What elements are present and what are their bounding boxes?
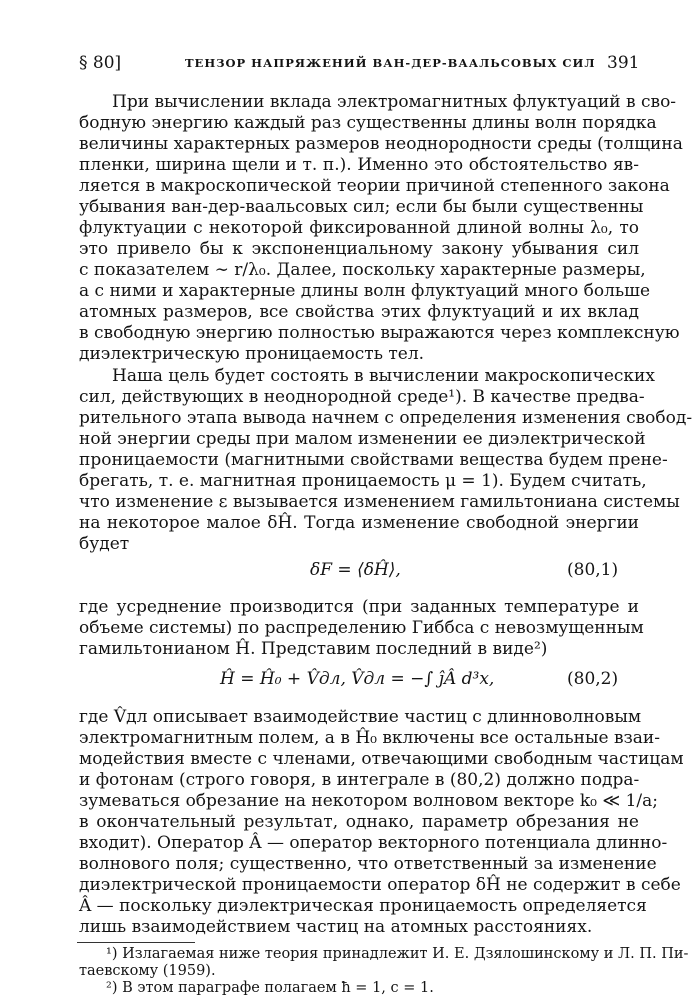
text-line: с показателем ∼ r/λ₀. Далее, поскольку характерные размеры,: [79, 260, 646, 280]
text-line: на некоторое малое δĤ. Тогда изменение свободной энергии: [79, 513, 639, 533]
text-line: в окончательный результат, однако, параметр обрезания не: [79, 812, 639, 832]
text-line: величины характерных размеров неоднородности среды (толщина: [79, 134, 683, 154]
text-line: это привело бы к экспоненциальному закону убывания сил: [79, 239, 639, 259]
text-line: проницаемости (магнитными свойствами вещества будем прене-: [79, 450, 668, 470]
text-line: будет: [79, 534, 130, 554]
equation-80-2: Ĥ = Ĥ₀ + V̂дл, V̂дл = −∫ ĵÂ d³x,: [220, 669, 495, 689]
text-line: рительного этапа вывода начнем с определения изменения свобод-: [79, 408, 693, 428]
footnote-1: ¹) Излагаемая ниже теория принадлежит И. Е. Дзялошинскому и Л. П. Пи-: [106, 946, 689, 962]
text-line: электромагнитным полем, а в Ĥ₀ включены все остальные взаи-: [79, 728, 661, 748]
text-line: сил, действующих в неоднородной среде¹). В качестве предва-: [79, 387, 645, 407]
text-line: Наша цель будет состоять в вычислении макроскопических: [112, 366, 655, 386]
running-title: ТЕНЗОР НАПРЯЖЕНИЙ ВАН-ДЕР-ВААЛЬСОВЫХ СИЛ: [185, 56, 596, 70]
text-line: модействия вместе с членами, отвечающими свободным частицам: [79, 749, 684, 769]
text-line: гамильтонианом Ĥ. Представим последний в виде²): [79, 639, 548, 659]
text-line: и фотонам (строго говоря, в интеграле в (80,2) должно подра-: [79, 770, 640, 790]
text-line: в свободную энергию полностью выражаются через комплексную: [79, 323, 680, 343]
text-line: объеме системы) по распределению Гиббса с невозмущенным: [79, 618, 644, 638]
page-number: 391: [607, 53, 640, 73]
text-line: атомных размеров, все свойства этих флуктуаций и их вклад: [79, 302, 639, 322]
text-line: волнового поля; существенно, что ответственный за изменение: [79, 854, 657, 874]
text-line: диэлектрической проницаемости оператор δĤ не содержит в себе: [79, 875, 681, 895]
footnote-2: ²) В этом параграфе полагаем ħ = 1, c = 1.: [106, 980, 434, 996]
text-line: что изменение ε вызывается изменением гамильтониана системы: [79, 492, 680, 512]
equation-number: (80,2): [567, 669, 619, 689]
text-line: Â — поскольку диэлектрическая проницаемость определяется: [79, 896, 647, 916]
text-line: а с ними и характерные длины волн флуктуаций много больше: [79, 281, 651, 301]
text-line: При вычислении вклада электромагнитных флуктуаций в сво-: [112, 92, 677, 112]
text-line: убывания ван-дер-ваальсовых сил; если бы были существенны: [79, 197, 644, 217]
text-line: ляется в макроскопической теории причиной степенного закона: [79, 176, 670, 196]
text-line: где V̂дл описывает взаимодействие частиц с длинноволновым: [79, 707, 642, 727]
text-line: ной энергии среды при малом изменении ее диэлектрической: [79, 429, 646, 449]
text-line: диэлектрическую проницаемость тел.: [79, 344, 425, 364]
footnote-1-continued: таевскому (1959).: [79, 963, 216, 979]
footnote-divider: [77, 942, 195, 943]
equation-80-1: δF = ⟨δĤ⟩,: [310, 560, 401, 580]
section-marker: § 80]: [79, 53, 122, 73]
text-line: бодную энергию каждый раз существенны длины волн порядка: [79, 113, 657, 133]
equation-number: (80,1): [567, 560, 619, 580]
text-line: брегать, т. е. магнитная проницаемость μ = 1). Будем считать,: [79, 471, 647, 491]
text-line: входит). Оператор Â — оператор векторного потенциала длинно-: [79, 833, 668, 853]
text-line: пленки, ширина щели и т. п.). Именно это обстоятельство яв-: [79, 155, 639, 175]
text-line: где усреднение производится (при заданных температуре и: [79, 597, 639, 617]
text-line: лишь взаимодействием частиц на атомных расстояниях.: [79, 917, 593, 937]
text-line: зумеваться обрезание на некотором волновом векторе k₀ ≪ 1/a;: [79, 791, 658, 811]
text-line: флуктуации с некоторой фиксированной длиной волны λ₀, то: [79, 218, 639, 238]
